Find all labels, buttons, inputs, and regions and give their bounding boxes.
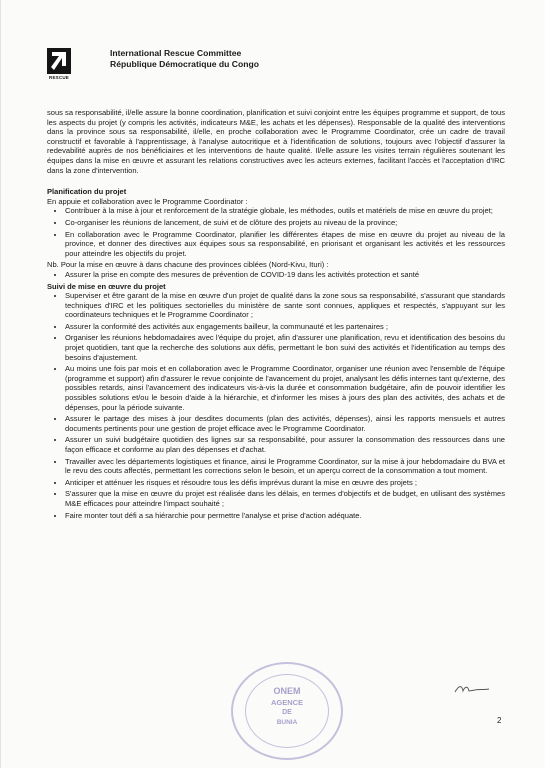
list-item: • En collaboration avec le Programme Coordinator, planifier les différentes étapes de mise en œuvre du projet au niveau de la province, et donner des directives aux équipes sous sa responsabilité, en priorisant et organisant les activités et les ressources pour atteindre les objectifs du projet. bbox=[65, 230, 505, 259]
list-item: • Assurer la conformité des activités aux engagements bailleur, la communauté et les partenaires ; bbox=[65, 322, 505, 332]
monitoring-heading: Suivi de mise en œuvre du projet bbox=[47, 281, 166, 291]
list-item: • Assurer un suivi budgétaire quotidien des lignes sur sa responsabilité, pour assurer la consommation des ressources dans une façon efficace et conforme au plan des dépenses et d'achat. bbox=[65, 435, 505, 454]
list-item: • Contribuer à la mise à jour et renforcement de la stratégie globale, les méthodes, outils et matériels de mise en œuvre du projet; bbox=[65, 206, 505, 216]
list-item: • Organiser les réunions hebdomadaires avec l'équipe du projet, afin d'assurer une planification, revu et identification des besoins du projet quotidien, tant que la recherche des solutions aux défis, permettant le bon suivi des activités et l'identification au temps des besoins d'ajustement. bbox=[65, 333, 505, 362]
list-item: • Co-organiser les réunions de lancement, de suivi et de clôture des projets au niveau de la province; bbox=[65, 218, 505, 228]
official-stamp bbox=[231, 662, 343, 760]
nb-note: Nb. Pour la mise en œuvre à dans chacune des provinces ciblées (Nord-Kivu, Ituri) : bbox=[47, 260, 329, 270]
signature-mark bbox=[453, 682, 493, 696]
logo-text: RESCUE bbox=[49, 75, 69, 80]
planning-lead: En appuie et collaboration avec le Programme Coordinator : bbox=[47, 196, 248, 206]
page-number: 2 bbox=[497, 716, 502, 725]
monitoring-list bbox=[47, 291, 505, 520]
stamp-text: BUNIA bbox=[276, 719, 298, 726]
country-name: République Démocratique du Congo bbox=[110, 59, 259, 69]
planning-list bbox=[47, 206, 505, 258]
irc-logo bbox=[47, 48, 71, 74]
document-body bbox=[47, 108, 505, 522]
list-item: • S'assurer que la mise en œuvre du projet est réalisée dans les délais, en termes d'objectifs et de budget, en utilisant des systèmes M&E efficaces pour atteindre l'impact souhaité ; bbox=[65, 489, 505, 508]
organization-name: International Rescue Committee bbox=[110, 48, 242, 58]
list-item: • Anticiper et atténuer les risques et résoudre tous les défis imprévus durant la mise en œuvre des projets ; bbox=[65, 478, 505, 488]
list-item: • Assurer la prise en compte des mesures de prévention de COVID-19 dans les activités protection et santé bbox=[65, 270, 505, 280]
stamp-text: ONEM bbox=[273, 686, 301, 696]
planning-heading: Planification du projet bbox=[47, 187, 127, 197]
nb-list bbox=[47, 270, 505, 280]
organization-block bbox=[110, 48, 259, 70]
list-item: • Travailler avec les départements logistiques et finance, ainsi le Programme Coordinator, sur la mise à jour hebdomadaire du BVA et le revu des couts affectés, permettant les corrections selon le besoin, et un aperçu correct de la consommation a tout moment. bbox=[65, 457, 505, 476]
list-item: • Au moins une fois par mois et en collaboration avec le Programme Coordinator, organiser une réunion avec l'ensemble de l'équipe (programme et support) afin d'assurer le revue conjointe de l'avancement du projet, analysant les défis internes tant qu'externe, des possibles retards, ainsi l'avancement des indicateurs vis-à-vis la durée et consommation budgétaire, afin de pouvoir identifier les possibles solutions et/ou le besoin d'aide à la hiérarchie, et d'informer les mises à jours des plan des activités, des achats et de dépenses, pour la période suivante. bbox=[65, 364, 505, 412]
list-item: • Superviser et être garant de la mise en œuvre d'un projet de qualité dans la zone sous sa responsabilité, s'assurant que standards techniques d'IRC et les politiques sectorielles du ministère de sante sont connues, appliques et respectés, s'appuyant sur les coordinateurs techniques et le Programme Coordinator ; bbox=[65, 291, 505, 320]
list-item: • Assurer le partage des mises à jour desdites documents (plan des activités, dépenses), ainsi les rapports mensuels et autres documents pertinents pour une gestion de projet efficace avec le Programme Coordinator. bbox=[65, 414, 505, 433]
stamp-text: DE bbox=[282, 709, 292, 716]
intro-paragraph: sous sa responsabilité, il/elle assure la bonne coordination, planification et suivi conjoint entre les équipes programme et support, de tous les aspects du projet (y compris les activités, indicateurs M&E, les achats et les dépenses). Responsable de la qualité des interventions dans la province sous sa responsabilité, il/elle, en proche collaboration avec le Programme Coordinator, crée un cadre de travail constructif et favorable à l'apprentissage, à l'analyse autocritique et à l'identification de solutions, toujours avec l'objectif d'assurer la redevabilité auprès de nos bénéficiaires et les interventions de haute qualité. Il/elle assure les visites terrain régulières soutenant les équipes dans la mise en œuvre et assurant les relations constructives avec les acteurs externes, facilitant l'accès et l'acceptation d'IRC dans la zone d'intervention. bbox=[47, 108, 505, 175]
list-item: • Faire monter tout défi a sa hiérarchie pour permettre l'analyse et prise d'action adéquate. bbox=[65, 511, 505, 521]
irc-logo-icon bbox=[50, 50, 68, 72]
stamp-text: AGENCE bbox=[270, 698, 304, 707]
